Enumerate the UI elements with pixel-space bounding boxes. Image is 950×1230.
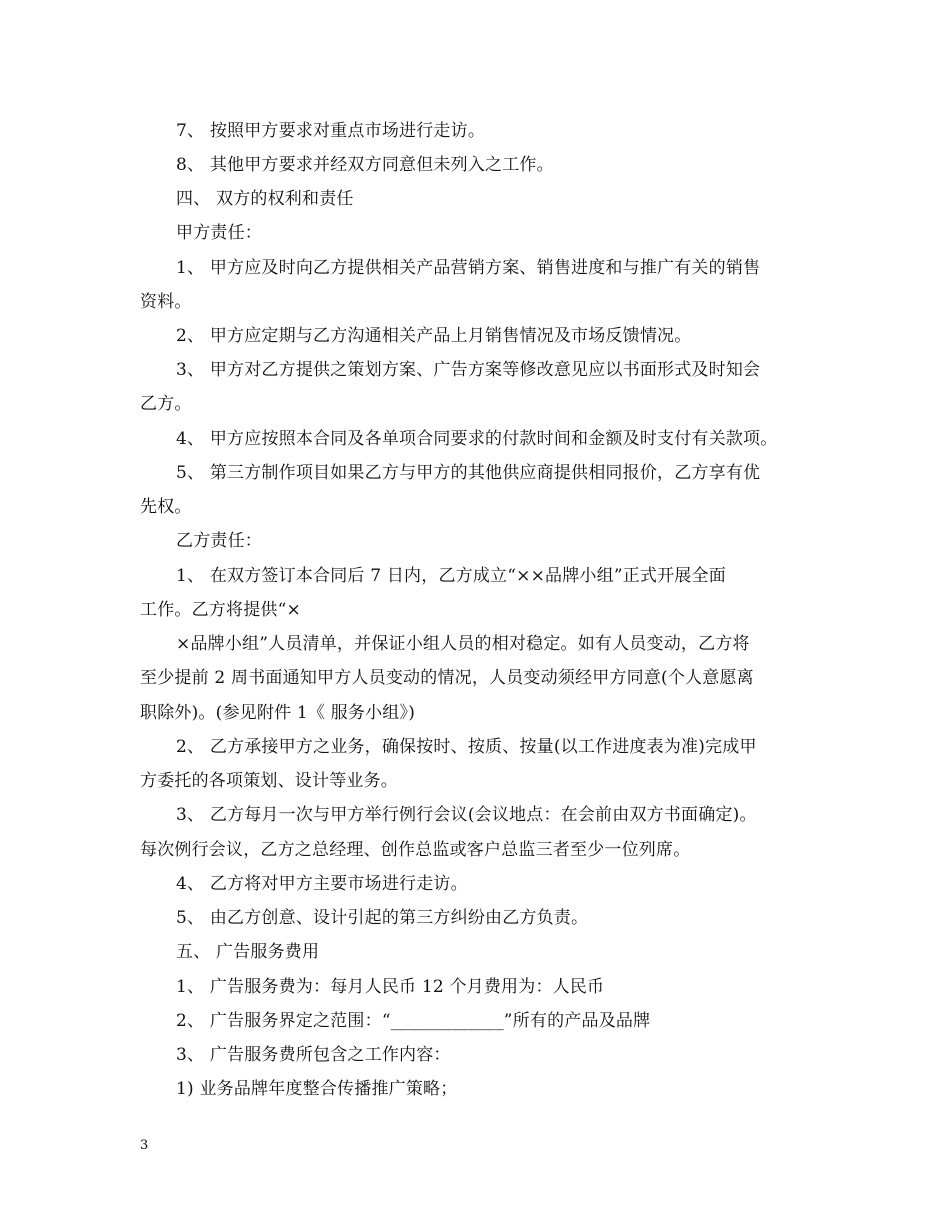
section-heading-4: 四、 双方的权利和责任 bbox=[176, 189, 354, 209]
party-b-clause-1-cont-c: 至少提前 2 周书面通知甲方人员变动的情况，人员变动须经甲方同意(个人意愿离 bbox=[140, 668, 754, 688]
party-b-clause-4: 4、 乙方将对甲方主要市场进行走访。 bbox=[176, 874, 468, 894]
party-a-heading: 甲方责任： bbox=[176, 223, 262, 243]
party-b-clause-1-cont-a: 工作。乙方将提供“× bbox=[140, 600, 301, 620]
party-a-clause-5-cont: 先权。 bbox=[140, 497, 192, 517]
fee-item-1: 1) 业务品牌年度整合传播推广策略； bbox=[176, 1079, 458, 1099]
fee-clause-3: 3、 广告服务费所包含之工作内容： bbox=[176, 1045, 451, 1065]
party-a-clause-4: 4、 甲方应按照本合同及各单项合同要求的付款时间和金额及时支付有关款项。 bbox=[176, 429, 778, 449]
clause-7: 7、 按照甲方要求对重点市场进行走访。 bbox=[176, 121, 486, 141]
party-a-clause-2: 2、 甲方应定期与乙方沟通相关产品上月销售情况及市场反馈情况。 bbox=[176, 326, 692, 346]
party-a-clause-5: 5、 第三方制作项目如果乙方与甲方的其他供应商提供相同报价，乙方享有优 bbox=[176, 463, 761, 483]
party-b-clause-2-cont: 方委托的各项策划、设计等业务。 bbox=[140, 771, 398, 791]
party-b-clause-5: 5、 由乙方创意、设计引起的第三方纠纷由乙方负责。 bbox=[176, 908, 589, 928]
fee-clause-1: 1、 广告服务费为：每月人民币 12 个月费用为：人民币 bbox=[176, 977, 605, 997]
party-a-clause-1-cont: 资料。 bbox=[140, 292, 192, 312]
page-number: 3 bbox=[140, 1138, 149, 1153]
party-b-clause-3: 3、 乙方每月一次与甲方举行例行会议(会议地点：在会前由双方书面确定)。 bbox=[176, 805, 757, 825]
clause-8: 8、 其他甲方要求并经双方同意但未列入之工作。 bbox=[176, 155, 554, 175]
party-a-clause-3: 3、 甲方对乙方提供之策划方案、广告方案等修改意见应以书面形式及时知会 bbox=[176, 360, 761, 380]
section-heading-5: 五、 广告服务费用 bbox=[176, 942, 320, 962]
party-a-clause-3-cont: 乙方。 bbox=[140, 394, 192, 414]
fee-clause-2: 2、 广告服务界定之范围：“_____________”所有的产品及品牌 bbox=[176, 1011, 651, 1031]
party-b-clause-1-cont-d: 职除外)。(参见附件 1《 服务小组》) bbox=[140, 703, 416, 723]
party-b-clause-2: 2、 乙方承接甲方之业务，确保按时、按质、按量(以工作进度表为准)完成甲 bbox=[176, 737, 757, 757]
party-b-clause-1-cont-b: ×品牌小组”人员清单，并保证小组人员的相对稳定。如有人员变动，乙方将 bbox=[176, 634, 750, 654]
party-a-clause-1: 1、 甲方应及时向乙方提供相关产品营销方案、销售进度和与推广有关的销售 bbox=[176, 258, 761, 278]
party-b-clause-3-cont: 每次例行会议，乙方之总经理、创作总监或客户总监三者至少一位列席。 bbox=[140, 840, 691, 860]
party-b-heading: 乙方责任： bbox=[176, 531, 262, 551]
party-b-clause-1: 1、 在双方签订本合同后 7 日内，乙方成立“××品牌小组”正式开展全面 bbox=[176, 566, 726, 586]
